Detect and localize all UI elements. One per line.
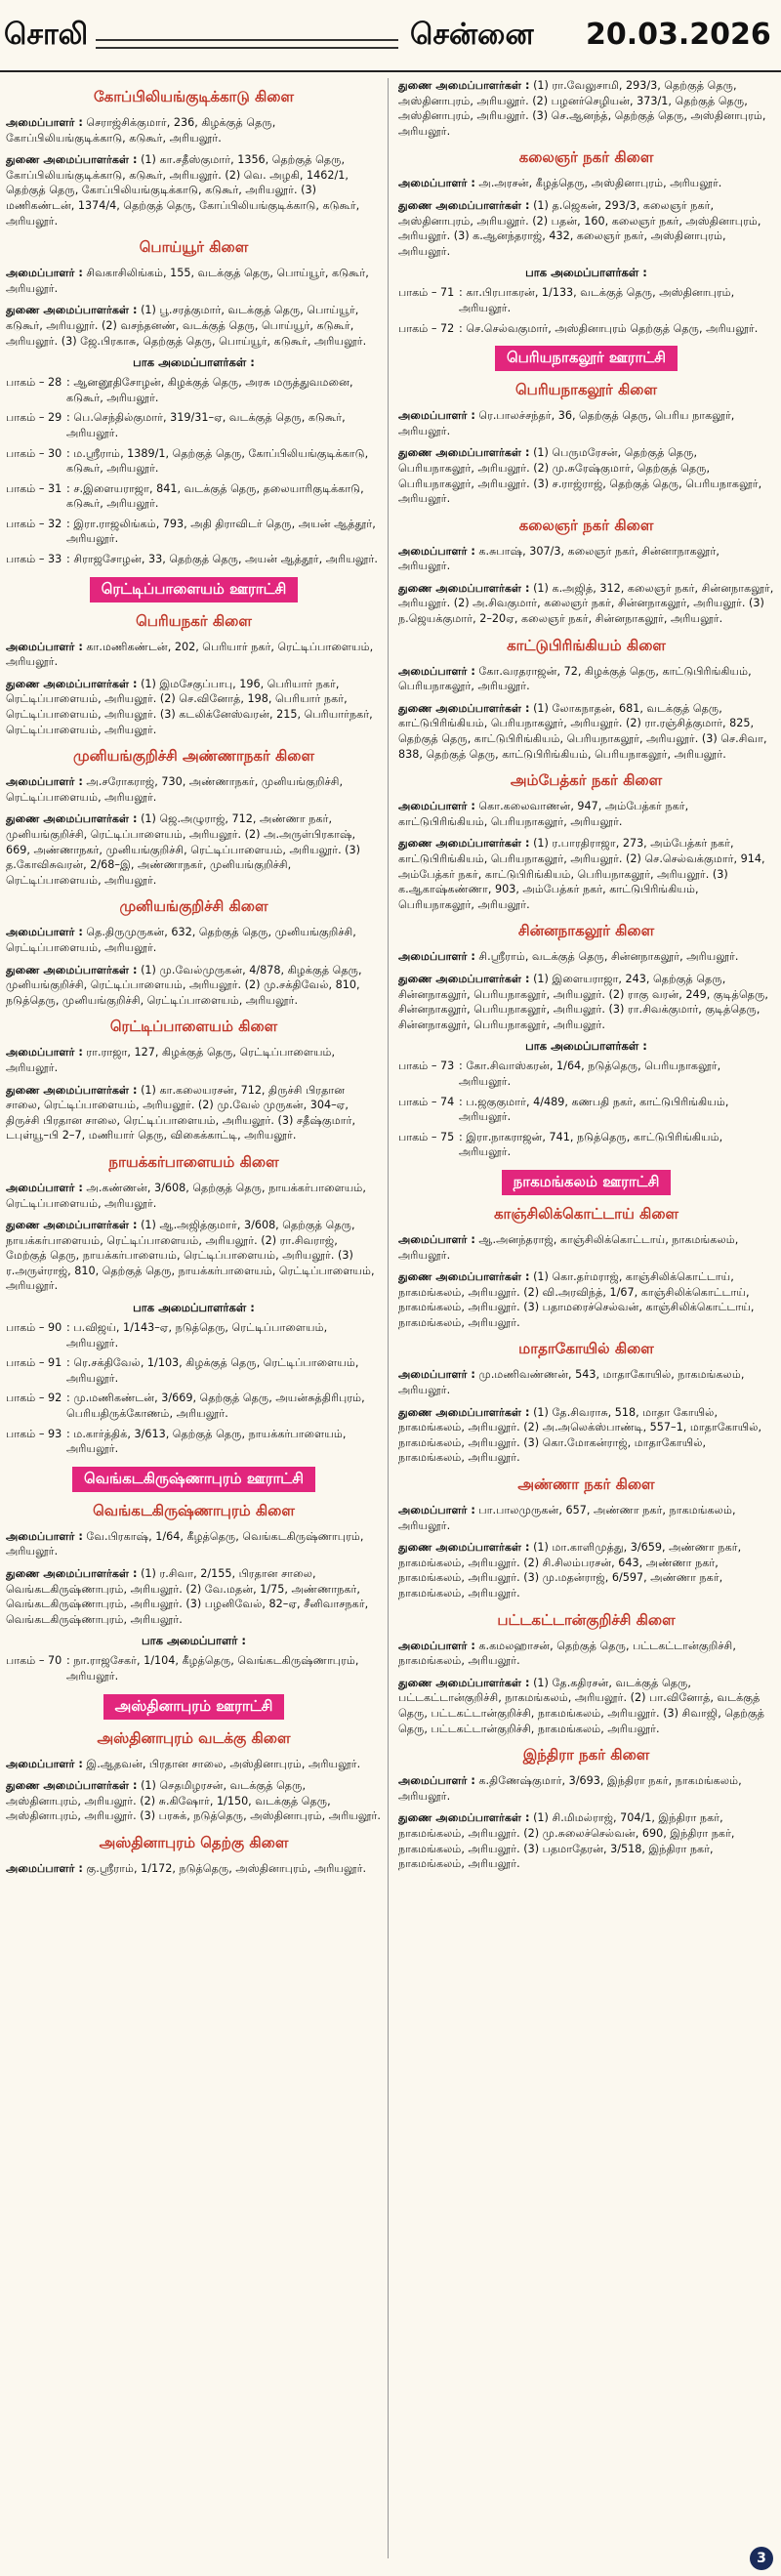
organizer-details: க.சுபாஷ், 307/3, கலைஞர் நகர், சின்னாநாகலூர், அரியலூர். [398,544,719,573]
branch-heading: கோப்பிலியங்குடிக்காடு கிளை [93,88,295,105]
role-label: அமைப்பாளர் : [398,800,475,813]
organizer-details: (1) கா.சதீஸ்குமார், 1356, தெற்குத் தெரு, கோப்பிலியங்குடிக்காடு, கடுகூர், அரியலூர். (2) வெ. அழகி, 1462/1, தெற்குத் தெரு, கோப்பிலியங்குடிக்காடு, கடுகூர், அரியலூர். (3) மணிகண்டன், 1374/4, தெற்குத் தெரு, கோப்பிலியங்குடிக்காடு, கடுகூர், அரியலூர். [6,153,360,228]
booth-organizer-row [6,1427,382,1457]
organizer-details: அ.கண்ணன், 3/608, தெற்குத் தெரு, நாயக்கர்பாளையம், ரெட்டிப்பாளையம், அரியலூர். [6,1181,366,1210]
role-label: துணை அமைப்பாளர்கள் : [398,1811,530,1825]
organizer-entry [398,581,774,627]
role-label: அமைப்பாளர் : [398,409,475,423]
role-label: அமைப்பாளர் : [6,1529,83,1543]
role-label: அமைப்பாளர் : [6,116,83,129]
masthead-rule-left [96,39,398,49]
branch-heading: முனியங்குறிச்சி அண்ணாநகர் கிளை [72,747,314,766]
publication-name: சொலி [4,18,89,52]
branch-heading: ரெட்டிப்பாளையம் கிளை [109,1018,278,1036]
role-label: துணை அமைப்பாளர்கள் : [398,1405,530,1419]
organizer-entry [6,1566,382,1627]
booth-organizer-row [6,446,382,477]
branch-heading: காட்டுபிரிங்கியம் கிளை [507,636,666,654]
booth-number: பாகம் – 70 [6,1654,62,1668]
role-label: துணை அமைப்பாளர்கள் : [6,1219,138,1232]
organizer-entry [398,176,774,191]
organizer-details: பா.பாலமுருகன், 657, அண்ணா நகர், நாகமங்கலம், அரியலூர். [398,1504,736,1532]
organizer-details: (1) பூ.சரத்குமார், வடக்குத் தெரு, பொய்யூர், கடுகூர், அரியலூர். (2) வசந்தனண், வடக்குத் தெரு, பொய்யூர், கடுகூர், அரியலூர். (3) ஜே.பிரகாசு, தெற்குத் தெரு, பொய்யூர், கடுகூர், அரியலூர். [6,304,367,348]
organizer-entry [6,640,382,670]
branch-heading: கலைஞர் நகர் கிளை [518,148,654,167]
organizer-details: (1) பெருமரேசன், தெற்குத் தெரு, பெரியநாகலூர், அரியலூர். (2) மு.சுரேஷ்குமார், தெற்குத் தெரு, பெரியநாகலூர், அரியலூர். (3) ச.ராஜ்ராஜ், தெற்குத் தெரு, பெரியநாகலூர், அரியலூர். [398,446,762,506]
branch-heading: அம்பேத்கர் நகர் கிளை [510,771,663,790]
branch-heading: சின்னநாகலூர் கிளை [517,922,655,940]
city-name: சென்னை [410,18,534,52]
organizer-details: (1) செதமிழரசன், வடக்குத் தெரு, அஸ்தினாபுரம், அரியலூர். (2) சு.கிஷோர், 1/150, வடக்குத் தெரு, அஸ்தினாபுரம், அரியலூர். (3) பரசுக், நடுத்தெரு, அஸ்தினாபுரம், அரியலூர். [6,1779,381,1823]
role-label: துணை அமைப்பாளர்கள் : [398,198,530,212]
branch-heading: வெங்கடகிருஷ்ணாபுரம் கிளை [93,1501,295,1519]
panchayat-banner [6,577,382,602]
booth-number: பாகம் – 32 [6,517,62,530]
role-label: துணை அமைப்பாளர்கள் : [398,837,530,851]
page-number-badge: 3 [750,2547,773,2570]
role-label: அமைப்பாளர் : [398,950,475,964]
role-label: அமைப்பாளர் : [6,926,83,939]
organizer-details: கா.மணிகண்டன், 202, பெரியார் நகர், ரெட்டிப்பாளையம், அரியலூர். [6,640,374,669]
organizer-entry [6,152,382,229]
booth-organizer-row [398,321,774,337]
organizer-entry [6,1181,382,1211]
booth-number: பாகம் – 75 [398,1130,455,1143]
role-label: துணை அமைப்பாளர்கள் : [6,812,138,826]
panchayat-banner-label: நாகமங்கலம் ஊராட்சி [502,1170,672,1195]
section-subheading: பாக அமைப்பாளர்கள் : [525,266,647,280]
organizer-entry [6,925,382,955]
branch-heading: காஞ்சிலிக்கொட்டாய் கிளை [493,1204,679,1223]
organizer-details: கொ.கலைவாணன், 947, அம்பேத்கர் நகர், காட்டுபிரிங்கியம், பெரியநாகலூர், அரியலூர். [398,800,689,828]
organizer-details: வே.பிரகாஷ், 1/64, கீழத்தெரு, வெங்கடகிருஷ்ணாபுரம், அரியலூர். [6,1529,364,1558]
branch-heading: அண்ணா நகர் கிளை [517,1475,655,1494]
role-label: துணை அமைப்பாளர்கள் : [398,446,530,460]
booth-number: பாகம் – 91 [6,1356,62,1370]
booth-number: பாகம் – 71 [398,286,455,300]
booth-number: பாகம் – 30 [6,446,62,460]
organizer-details: (1) இளையராஜா, 243, தெற்குத் தெரு, சின்னநாகலூர், பெரியநாகலூர், அரியலூர். (2) ராகு வரன், 249, குடித்தெரு, சின்னநாகலூர், பெரியநாகலூர், அரியலூர். (3) ரா.சிவக்குமார், குடித்தெரு, சின்னநாகலூர், பெரியநாகலூர், அரியலூர். [398,972,768,1031]
booth-organizer-row [6,1391,382,1421]
organizer-entry [6,1861,382,1877]
organizer-entry [398,664,774,694]
panchayat-banner [6,1467,382,1492]
organizer-details: (1) மு.வேல்முருகன், 4/878, கிழக்குத் தெரு, முனியங்குறிச்சி, ரெட்டிப்பாளையம், அரியலூர். (2) மு.சக்திவேல், 810, நடுத்தெரு, முனியங்குறிச்சி, ரெட்டிப்பாளையம், அரியலூர். [6,963,362,1007]
booth-organizer-details: : செ.செல்வகுமார், அஸ்தினாபுரம் தெற்குத் தெரு, அரியலூர். [459,321,759,335]
organizer-details: ஆ.அனந்தராஜ், காஞ்சிலிக்கொட்டாய், நாகமங்கலம், அரியலூர். [398,1232,739,1262]
organizer-entry [398,799,774,829]
booth-organizer-details: : ம.கார்த்திக், 3/613, தெற்குத் தெரு, நாயக்கர்பாளையம், அரியலூர். [66,1427,347,1456]
branch-heading: அஸ்தினாபுரம் தெற்கு கிளை [99,1833,289,1851]
organizer-entry [398,1639,774,1669]
role-label: துணை அமைப்பாளர்கள் : [398,581,530,595]
organizer-details: க.கமலஹாசன், தெற்குத் தெரு, பட்டகட்டான்குறிச்சி, நாகமங்கலம், அரியலூர். [398,1639,736,1668]
organizer-details: மு.மணிவண்ணன், 543, மாதாகோயில், நாகமங்கலம், அரியலூர். [398,1368,745,1397]
organizer-entry [398,1540,774,1600]
organizer-details: (1) ர.பாரதிராஜா, 273, அம்பேத்கர் நகர், காட்டுபிரிங்கியம், பெரியநாகலூர், அரியலூர். (2) செ.செல்வக்குமார், 914, அம்பேத்கர் நகர், காட்டுபிரிங்கியம், பெரியநாகலூர், அரியலூர். (3) க.ஆகாஷ்கண்ணா, 903, அம்பேத்கர் நகர், காட்டுபிரிங்கியம், பெரியநாகலூர், அரியலூர். [398,837,765,911]
booth-number: பாகம் – 33 [6,553,62,566]
organizer-entry [398,408,774,438]
panchayat-banner-label: ரெட்டிப்பாளையம் ஊராட்சி [90,577,299,602]
booth-organizer-row [398,1130,774,1160]
role-label: அமைப்பாளர் : [6,775,83,789]
organizer-details: (1) தே.கதிரசன், வடக்குத் தெரு, பட்டகட்டான்குறிச்சி, நாகமங்கலம், அரியலூர். (2) பா.வினோத், வடக்குத் தெரு, பட்டகட்டான்குறிச்சி, நாகமங்கலம், அரியலூர். (3) சிவாஜி, தெற்குத் தெரு, பட்டகட்டான்குறிச்சி, நாகமங்கலம், அரியலூர். [398,1676,765,1735]
booth-organizer-details: : ப.விஜய், 1/143–ஏ, நடுத்தெரு, ரெட்டிப்பாளையம், அரியலூர். [66,1321,328,1350]
booth-organizer-row [6,481,382,512]
booth-organizer-row [6,375,382,405]
role-label: துணை அமைப்பாளர்கள் : [6,304,138,317]
organizer-details: இ.ஆதவன், பிரதான சாலை, அஸ்தினாபுரம், அரியலூர். [86,1757,361,1770]
organizer-details: க.திணேஷ்குமார், 3/693, இந்திரா நகர், நாகமங்கலம், அரியலூர். [398,1774,742,1803]
organizer-entry [6,1778,382,1824]
booth-number: பாகம் – 31 [6,481,62,495]
booth-organizer-details: : இரா.ராஜலிங்கம், 793, அதி திராவிடர் தெரு, அயன் ஆத்தூர், அரியலூர். [66,517,376,546]
organizer-details: கோ.வரதராஜன், 72, கிழக்குத் தெரு, காட்டுபிரிங்கியம், பெரியநாகலூர், அரியலூர். [398,664,752,693]
panchayat-banner-label: அஸ்தினாபுரம் ஊராட்சி [103,1694,285,1720]
organizer-entry [6,303,382,349]
organizer-entry [6,963,382,1009]
organizer-entry [6,1218,382,1294]
branch-heading: பொய்யூர் கிளை [139,238,249,257]
section-subheading: பாக அமைப்பாளர்கள் : [525,1039,647,1054]
right-column [398,78,774,2558]
organizer-details: (1) க.அஜித், 312, கலைஞர் நகர், சின்னநாகலூர், அரியலூர். (2) அ.சிவகுமார், கலைஞர் நகர், சின்னநாகலூர், அரியலூர். (3) ந.ஜெயக்குமார், 2–20ஏ, கலைஞர் நகர், சின்னநாகலூர், அரியலூர். [398,581,774,626]
booth-number: பாகம் – 72 [398,321,455,335]
organizer-details: (1) லோகநாதன், 681, வடக்குத் தெரு, காட்டுபிரிங்கியம், பெரியநாகலூர், அரியலூர். (2) ரா.ரஞ்சித்குமார், 825, தெற்குத் தெரு, காட்டுபிரிங்கியம், பெரியநாகலூர், அரியலூர். (3) செ.சிவா, 838, தெற்குத் தெரு, காட்டுபிரிங்கியம், பெரியநாகலூர், அரியலூர். [398,701,767,761]
role-label: துணை அமைப்பாளர்கள் : [398,79,530,92]
column-divider [388,78,389,2558]
issue-date: 20.03.2026 [586,18,771,52]
organizer-entry [398,198,774,259]
booth-organizer-details: : ச.இளையராஜா, 841, வடக்குத் தெரு, தலையாரிகுடிக்காடு, கடுகூர், அரியலூர். [66,481,364,511]
booth-organizer-row [398,1059,774,1089]
organizer-details: (1) ஆ.அஜித்குமார், 3/608, தெற்குத் தெரு, நாயக்கர்பாளையம், ரெட்டிப்பாளையம், அரியலூர். (2) ரா.சிவராஜ், மேற்குத் தெரு, நாயக்கர்பாளையம், ரெட்டிப்பாளையம், அரியலூர். (3) ர.அருள்ராஜ், 810, தெற்குத் தெரு, நாயக்கர்பாளையம், ரெட்டிப்பாளையம், அரியலூர். [6,1219,375,1293]
organizer-details: கு.ஸ்ரீராம், 1/172, நடுத்தெரு, அஸ்தினாபுரம், அரியலூர். [86,1861,367,1875]
organizer-entry [398,1269,774,1330]
role-label: துணை அமைப்பாளர்கள் : [6,1567,138,1580]
role-label: துணை அமைப்பாளர்கள் : [6,963,138,976]
organizer-details: ரெ.பாலச்சந்தர், 36, தெற்குத் தெரு, பெரிய நாகலூர், அரியலூர். [398,409,735,437]
booth-organizer-details: : இரா.நாகராஜன், 741, நடுத்தெரு, காட்டுபிரிங்கியம், அரியலூர். [459,1130,723,1159]
organizer-details: அ.சரோகராஜ், 730, அண்ணாநகர், முனியங்குறிச்சி, ரெட்டிப்பாளையம், அரியலூர். [6,775,344,804]
section-subheading: பாக அமைப்பாளர்கள் : [133,355,255,370]
organizer-details: (1) கொ.தர்மராஜ், காஞ்சிலிக்கொட்டாய், நாகமங்கலம், அரியலூர். (2) வி.அரவிந்த், 1/67, காஞ்சிலிக்கொட்டாய், நாகமங்கலம், அரியலூர். (3) பதாமரைச்செல்வன், காஞ்சிலிக்கொட்டாய், நாகமங்கலம், அரியலூர். [398,1270,755,1329]
organizer-entry [398,1367,774,1397]
role-label: அமைப்பாளர் : [398,664,475,678]
role-label: அமைப்பாளர் : [6,1861,83,1875]
branch-heading: பட்டகட்டான்குறிச்சி கிளை [497,1610,676,1629]
organizer-entry [398,544,774,574]
masthead [0,0,781,72]
role-label: அமைப்பாளர் : [398,1232,475,1246]
branch-heading: மாதாகோயில் கிளை [518,1340,654,1358]
role-label: அமைப்பாளர் : [398,177,475,190]
role-label: அமைப்பாளர் : [398,1504,475,1517]
organizer-entry [6,1757,382,1772]
role-label: அமைப்பாளர் : [398,544,475,558]
organizer-details: ரா.ராஜா, 127, கிழக்குத் தெரு, ரெட்டிப்பாளையம், அரியலூர். [6,1046,336,1074]
booth-organizer-row [6,1653,382,1683]
section-subheading: பாக அமைப்பாளர்கள் : [133,1301,255,1315]
organizer-entry [398,1232,774,1263]
branch-heading: பெரியநாகலூர் கிளை [515,381,657,399]
organizer-entry [398,949,774,965]
role-label: அமைப்பாளர் : [398,1639,475,1652]
panchayat-banner [398,346,774,371]
branch-heading: பெரியநகர் கிளை [136,611,252,630]
panchayat-banner [6,1694,382,1720]
organizer-entry [398,1503,774,1533]
organizer-details: (1) மா.காளிமுத்து, 3/659, அண்ணா நகர், நாகமங்கலம், அரியலூர். (2) சி.சிலம்பரசன், 643, அண்ணா நகர், நாகமங்கலம், அரியலூர். (3) மு.மதன்ராஜ், 6/597, அண்ணா நகர், நாகமங்கலம், அரியலூர். [398,1541,742,1600]
role-label: துணை அமைப்பாளர்கள் : [6,1779,138,1793]
role-label: அமைப்பாளர் : [398,1368,475,1382]
columns [0,78,781,2558]
organizer-entry [398,1676,774,1736]
left-column [6,78,382,2558]
booth-organizer-details: : பெ.செந்தில்குமார், 319/31–ஏ, வடக்குத் தெரு, கடுகூர், அரியலூர். [66,411,346,439]
role-label: அமைப்பாளர் : [6,267,83,280]
booth-number: பாகம் – 93 [6,1427,62,1440]
booth-number: பாகம் – 90 [6,1321,62,1335]
organizer-entry [398,972,774,1032]
booth-number: பாகம் – 29 [6,411,62,425]
organizer-details: (1) ர.சிவா, 2/155, பிரதான சாலை, வெங்கடகிருஷ்ணாபுரம், அரியலூர். (2) வே.மதன், 1/75, அண்ணாநகர், வெங்கடகிருஷ்ணாபுரம், அரியலூர். (3) பழனிவேல், 82–ஏ, சீனிவாசநகர், வெங்கடகிருஷ்ணாபுரம், அரியலூர். [6,1567,369,1626]
organizer-entry [6,266,382,296]
panchayat-banner-label: வெங்கடகிருஷ்ணாபுரம் ஊராட்சி [72,1467,315,1492]
role-label: துணை அமைப்பாளர்கள் : [6,1083,138,1097]
booth-organizer-details: : ம.ஸ்ரீராம், 1389/1, தெற்குத் தெரு, கோப்பிலியங்குடிக்காடு, கடுகூர், அரியலூர். [66,446,369,476]
booth-number: பாகம் – 74 [398,1095,455,1108]
organizer-entry [398,1773,774,1804]
organizer-entry [6,774,382,805]
section-subheading: பாக அமைப்பாளர் : [142,1634,246,1648]
role-label: துணை அமைப்பாளர்கள் : [398,701,530,715]
branch-heading: முனியங்குறிச்சி கிளை [119,897,268,916]
booth-organizer-details: : ஆனனூதிசோழன், கிழக்குத் தெரு, அரசு மருத்துவமனை, கடுகூர், அரியலூர். [66,376,353,404]
branch-heading: இந்திரா நகர் கிளை [522,1746,650,1765]
role-label: அமைப்பாளர் : [6,640,83,653]
organizer-entry [398,836,774,912]
role-label: அமைப்பாளர் : [398,1774,475,1788]
booth-number: பாகம் – 28 [6,376,62,390]
organizer-entry [6,1045,382,1075]
organizer-details: (1) ஜெ.அழுராஜ், 712, அண்ணா நகர், முனியங்குறிச்சி, ரெட்டிப்பாளையம், அரியலூர். (2) அ.அருள்பிரகாஷ், 669, அண்ணாநகர், முனியங்குறிச்சி, ரெட்டிப்பாளையம், அரியலூர். (3) த.கோவிசுவரன், 2/68–இ, அண்ணாநகர், முனியங்குறிச்சி, ரெட்டிப்பாளையம், அரியலூர். [6,812,361,887]
organizer-details: சிவகாசிலிங்கம், 155, வடக்குத் தெரு, பொய்யூர், கடுகூர், அரியலூர். [6,267,369,295]
role-label: துணை அமைப்பாளர்கள் : [6,153,138,167]
organizer-details: அ.அரசன், கீழத்தெரு, அஸ்தினாபுரம், அரியலூர். [478,177,722,190]
organizer-details: செராஜ்சிக்குமார், 236, கிழக்குத் தெரு, கோப்பிலியங்குடிக்காடு, கடுகூர், அரியலூர். [6,116,276,145]
organizer-details: (1) த.ஜெகன், 293/3, கலைஞர் நகர், அஸ்தினாபுரம், அரியலூர். (2) பதன், 160, கலைஞர் நகர், அஸ்தினாபுரம், அரியலூர். (3) க.ஆனந்தராஜ், 432, கலைஞர் நகர், அஸ்தினாபுரம், அரியலூர். [398,198,761,258]
booth-organizer-details: : கா.பிரபாகரன், 1/133, வடக்குத் தெரு, அஸ்தினாபுரம், அரியலூர். [459,286,735,314]
role-label: துணை அமைப்பாளர்கள் : [398,972,530,985]
role-label: துணை அமைப்பாளர்கள் : [398,1676,530,1689]
branch-heading: அஸ்தினாபுரம் வடக்கு கிளை [97,1728,291,1747]
organizer-entry [398,78,774,139]
organizer-entry [398,701,774,762]
role-label: அமைப்பாளர் : [6,1757,83,1770]
booth-number: பாகம் – 92 [6,1392,62,1405]
panchayat-banner [398,1170,774,1195]
booth-organizer-row [6,552,382,567]
booth-organizer-details: : ப.ஜகுகுமார், 4/489, கணபதி நகர், காட்டுபிரிங்கியம், அரியலூர். [459,1095,729,1124]
role-label: துணை அமைப்பாளர்கள் : [398,1270,530,1284]
booth-organizer-row [398,1095,774,1125]
organizer-entry [398,445,774,506]
organizer-details: தெ.திருமுருகன், 632, தெற்குத் தெரு, முனியங்குறிச்சி, ரெட்டிப்பாளையம், அரியலூர். [6,926,356,954]
booth-organizer-details: : நா.ராஜசேகர், 1/104, கீழத்தெரு, வெங்கடகிருஷ்ணாபுரம், அரியலூர். [66,1654,359,1683]
organizer-entry [398,1810,774,1871]
organizer-entry [6,1083,382,1143]
booth-number: பாகம் – 73 [398,1059,455,1073]
role-label: அமைப்பாளர் : [6,1046,83,1059]
role-label: அமைப்பாளர் : [6,1181,83,1194]
branch-heading: கலைஞர் நகர் கிளை [518,516,654,534]
booth-organizer-row [6,517,382,547]
organizer-details: (1) இமசேகுப்பாபு, 196, பெரியார் நகர், ரெட்டிப்பாளையம், அரியலூர். (2) செ.வினோத், 198, பெரியார் நகர், ரெட்டிப்பாளையம், அரியலூர். (3) கடலிக்னேஸ்வரன், 215, பெரியார்நகர், ரெட்டிப்பாளையம், அரியலூர். [6,677,373,736]
booth-organizer-details: : கோ.சிவாஸ்கரன், 1/64, நடுத்தெரு, பெரியநாகலூர், அரியலூர். [459,1059,721,1088]
panchayat-banner-label: பெரியநாகலூர் ஊராட்சி [495,346,678,371]
booth-organizer-row [398,285,774,315]
organizer-entry [6,115,382,145]
booth-organizer-row [6,410,382,440]
booth-organizer-row [6,1355,382,1386]
organizer-details: (1) கா.கலையரசன், 712, திருச்சி பிரதான சாலை, ரெட்டிப்பாளையம், அரியலூர். (2) மு.வேல் முருகன், 304–ஏ, திருச்சி பிரதான சாலை, ரெட்டிப்பாளையம், அரியலூர். (3) சதீஷ்குமார், டபுள்யூ–பி 2–7, மணியார் தெரு, விகைக்காட்டி, அரியலூர். [6,1083,356,1143]
organizer-details: (1) தே.சிவராசு, 518, மாதா கோயில், நாகமங்கலம், அரியலூர். (2) அ.அலெக்ஸ்பாண்டி, 557–1, மாதாகோயில், நாகமங்கலம், அரியலூர். (3) கொ.மோகன்ராஜ், மாதாகோயில், நாகமங்கலம், அரியலூர். [398,1405,762,1465]
organizer-details: (1) சி.மிமல்ராஜ், 704/1, இந்திரா நகர், நாகமங்கலம், அரியலூர். (2) மு.சுலைச்செல்வன், 690, இந்திரா நகர், நாகமங்கலம், அரியலூர். (3) பதமாதேரன், 3/518, இந்திரா நகர், நாகமங்கலம், அரியலூர். [398,1811,735,1871]
organizer-entry [6,677,382,737]
booth-organizer-row [6,1320,382,1350]
booth-organizer-details: : சிராஜசோழன், 33, தெற்குத் தெரு, அயன் ஆத்தூர், அரியலூர். [66,553,378,566]
organizer-entry [398,1405,774,1466]
branch-heading: நாயக்கர்பாளையம் கிளை [108,1152,279,1171]
organizer-details: (1) ரா.வேலுசாமி, 293/3, தெற்குத் தெரு, அஸ்தினாபுரம், அரியலூர். (2) பழனர்செழியன், 373/1, தெற்குத் தெரு, அஸ்தினாபுரம், அரியலூர். (3) செ.ஆனந்த், தெற்குத் தெரு, அஸ்தினாபுரம், அரியலூர். [398,79,766,138]
organizer-details: சி.ஸ்ரீராம், வடக்குத் தெரு, சின்னநாகலூர், அரியலூர். [478,950,739,964]
role-label: துணை அமைப்பாளர்கள் : [6,677,138,690]
organizer-entry [6,811,382,888]
booth-organizer-details: : மு.மணிகண்டன், 3/669, தெற்குத் தெரு, அயன்சுத்திரிபுரம், பெரியதிருக்கோணம், அரியலூர். [66,1392,365,1421]
organizer-entry [6,1529,382,1559]
booth-organizer-details: : ரெ.சக்திவேல், 1/103, கிழக்குத் தெரு, ரெட்டிப்பாளையம், அரியலூர். [66,1356,359,1385]
role-label: துணை அமைப்பாளர்கள் : [398,1541,530,1555]
